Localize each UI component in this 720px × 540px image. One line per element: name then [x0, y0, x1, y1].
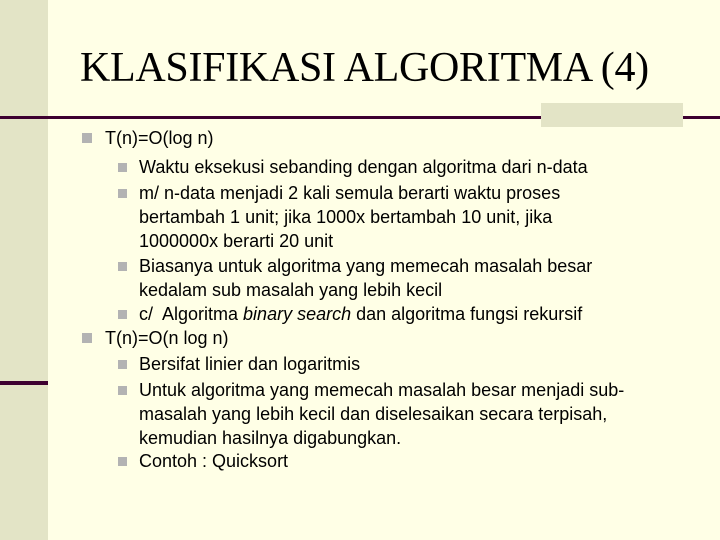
left-accent-line	[0, 381, 48, 385]
square-bullet-icon	[82, 133, 92, 143]
decor-block	[541, 103, 683, 127]
sub-bullet-item: m/ n-data menjadi 2 kali semula berarti waktu proses bertambah 1 unit; jika 1000x bertambah 10 unit, jika 1000000x berarti 20 unit	[139, 181, 560, 253]
sub-bullet-item: c/ Algoritma binary search dan algoritma fungsi rekursif	[139, 302, 582, 326]
sub-bullet-item: Waktu eksekusi sebanding dengan algoritma dari n-data	[139, 155, 588, 179]
bullet-item: T(n)=O(log n)	[105, 126, 214, 150]
square-bullet-icon	[118, 163, 127, 172]
square-bullet-icon	[118, 310, 127, 319]
left-decor-bar	[0, 0, 48, 540]
square-bullet-icon	[118, 262, 127, 271]
bullet-item: T(n)=O(n log n)	[105, 326, 229, 350]
square-bullet-icon	[118, 189, 127, 198]
square-bullet-icon	[118, 360, 127, 369]
sub-bullet-item: Bersifat linier dan logaritmis	[139, 352, 360, 376]
sub-bullet-item: Contoh : Quicksort	[139, 449, 288, 473]
sub-bullet-item: Untuk algoritma yang memecah masalah besar menjadi sub- masalah yang lebih kecil dan diselesaikan secara terpisah, kemudian hasilnya digabungkan.	[139, 378, 624, 450]
slide-title: KLASIFIKASI ALGORITMA (4)	[80, 45, 649, 91]
square-bullet-icon	[118, 386, 127, 395]
sub-bullet-item: Biasanya untuk algoritma yang memecah masalah besar kedalam sub masalah yang lebih kecil	[139, 254, 592, 302]
square-bullet-icon	[118, 457, 127, 466]
square-bullet-icon	[82, 333, 92, 343]
